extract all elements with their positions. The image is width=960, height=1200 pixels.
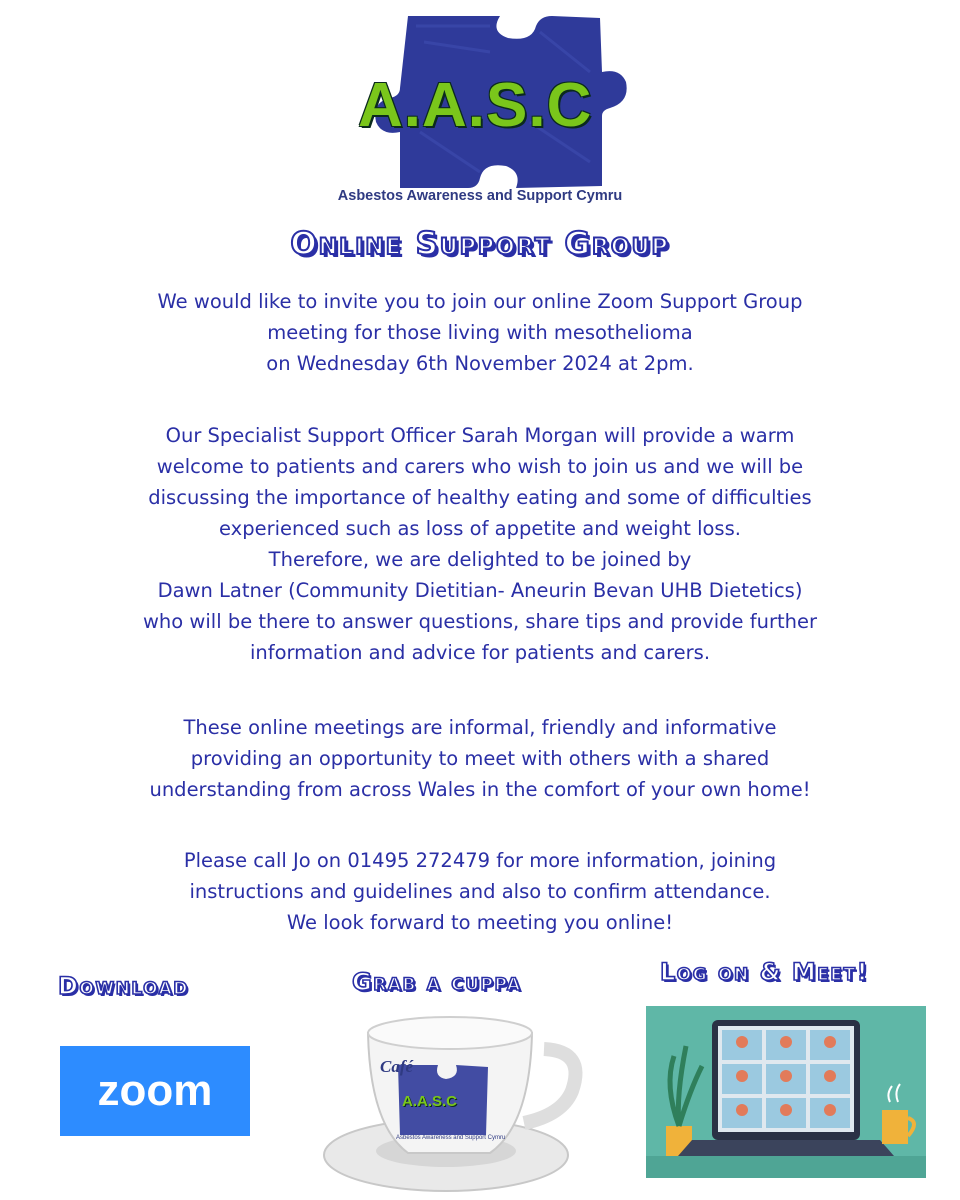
cup-cafe-text: Café [380, 1057, 414, 1076]
zoom-logo[interactable] [60, 1046, 250, 1136]
cup-brand-text: A.A.S.C [402, 1093, 458, 1110]
cafe-cup-image [318, 1005, 588, 1195]
text-line: meeting for those living with mesothelioma [267, 321, 693, 344]
aasc-logo [340, 12, 640, 202]
zoom-wordmark: zoom [97, 1066, 213, 1115]
laptop-video-call-icon [646, 1006, 926, 1178]
cuppa-label: Grab a cuppa [352, 968, 522, 996]
text-line: Our Specialist Support Officer Sarah Morgan will provide a warm [165, 424, 795, 447]
text-line: information and advice for patients and carers. [249, 641, 711, 664]
text-line: welcome to patients and carers who wish to join us and we will be [156, 455, 804, 478]
text-line: Please call Jo on 01495 272479 for more information, joining [183, 849, 777, 872]
text-line: We would like to invite you to join our online Zoom Support Group [157, 290, 803, 313]
meetings-paragraph [30, 712, 930, 805]
text-line: who will be there to answer questions, share tips and provide further [142, 610, 818, 633]
text-line: on Wednesday 6th November 2024 at 2pm. [266, 352, 694, 375]
intro-paragraph [30, 286, 930, 379]
text-line: understanding from across Wales in the comfort of your own home! [149, 778, 811, 801]
page-title: Online Support Group [290, 226, 670, 262]
download-label: Download [58, 972, 189, 1000]
text-line: We look forward to meeting you online! [286, 911, 674, 934]
text-line: These online meetings are informal, friendly and informative [183, 716, 777, 739]
logo-subtitle: Asbestos Awareness and Support Cymru [337, 188, 623, 204]
text-line: Dawn Latner (Community Dietitian- Aneurin Bevan UHB Dietetics) [157, 579, 803, 602]
text-line: instructions and guidelines and also to confirm attendance. [189, 880, 771, 903]
logo-letters: A.A.S.C [358, 71, 593, 140]
details-paragraph [30, 420, 930, 668]
video-meeting-illustration [646, 1006, 926, 1178]
text-line: providing an opportunity to meet with others with a shared [190, 747, 770, 770]
text-line: discussing the importance of healthy eating and some of difficulties [148, 486, 812, 509]
meet-label: Log on & Meet! [660, 958, 870, 986]
contact-paragraph [30, 845, 930, 938]
text-line: Therefore, we are delighted to be joined by [268, 548, 692, 571]
text-line: experienced such as loss of appetite and weight loss. [219, 517, 741, 540]
cup-subtitle-text: Asbestos Awareness and Support Cymru [396, 1135, 506, 1141]
